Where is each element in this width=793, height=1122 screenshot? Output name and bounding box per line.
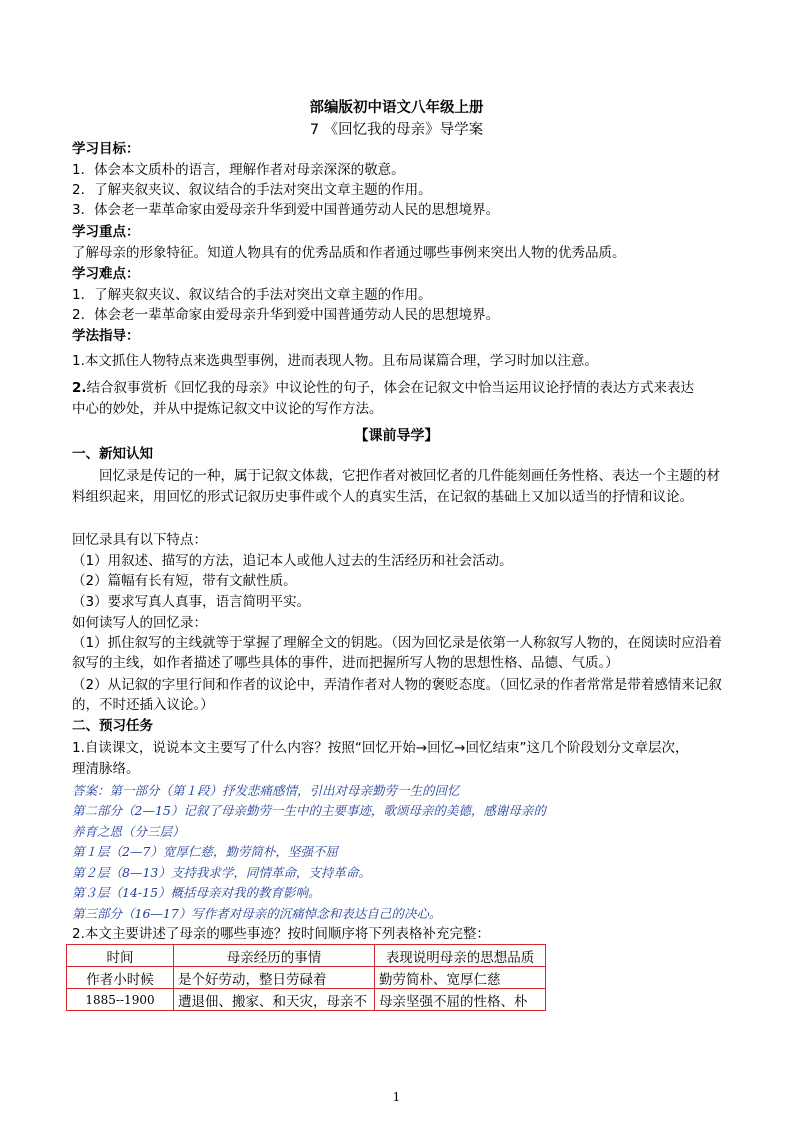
method-item-2-line-1: 2.结合叙事赏析《回忆我的母亲》中议论性的句子，体会在记叙文中恰当运用议论抒情的表达方式来表达 [72,380,695,396]
difficulty-heading: 学习难点： [72,266,140,282]
task1-line-2: 理清脉络。 [72,761,140,777]
answer-line-7: 第三部分（16—17）写作者对母亲的沉痛悼念和表达自己的决心。 [72,906,442,921]
intro-paragraph: 回忆录是传记的一种，属于记叙文体裁，它把作者对被回忆者的几件能刻画任务性格、表达一个主题的材料组织起来，用回忆的形式记叙历史事件或个人的真实生活，在记叙的基础上又加以适当的抒情和议论。 [72,468,720,505]
document-subtitle: 7 《回忆我的母亲》导学案 [309,122,484,138]
table-cell: 母亲坚强不屈的性格、朴 [375,989,546,1011]
key-heading: 学习重点： [72,224,140,240]
table-header-row [67,945,546,967]
table-cell: 遭退佃、搬家、和天灾，母亲不 [174,989,375,1011]
table-cell: 作者小时候 [67,967,174,989]
answer-line-3: 养育之恩（分三层） [72,824,185,839]
table-row [67,989,546,1011]
table-cell: 勤劳简朴、宽厚仁慈 [375,967,546,989]
answer-line-2: 第二部分（2—15）记叙了母亲勤劳一生中的主要事迹，歌颂母亲的美德，感谢母亲的 [72,803,546,818]
method-item-2-number: 2. [72,380,87,396]
part1-heading: 一、新知认知 [72,446,153,462]
page-number: 1 [392,1090,401,1104]
table-header-cell: 表现说明母亲的思想品质 [375,945,546,967]
answer-line-5: 第２层（8—13）支持我求学，同情革命，支持革命。 [72,865,371,880]
table-header-cell: 母亲经历的事情 [174,945,375,967]
answer-line-6: 第３层（14-15）概括母亲对我的教育影响。 [72,885,321,900]
task2-text: 2.本文主要讲述了母亲的哪些事迹？按时间顺序将下列表格补充完整： [72,926,490,942]
method-item-1: 1.本文抓住人物特点来选典型事例，进而表现人物。且布局谋篇合理，学习时加以注意。 [72,353,598,369]
table-row [67,967,546,989]
difficulty-item-1: 1．了解夹叙夹议、叙议结合的手法对突出文章主题的作用。 [72,287,432,303]
table-header-cell: 时间 [67,945,174,967]
goal-item-3: 3．体会老一辈革命家由爱母亲升华到爱中国普通劳动人民的思想境界。 [72,202,500,218]
goal-item-1: 1．体会本文质朴的语言，理解作者对母亲深深的敬意。 [72,162,405,178]
method-item-2-line-2: 中心的妙处，并从中提炼记叙文中议论的写作方法。 [72,401,383,417]
goals-heading: 学习目标： [72,141,140,157]
feature-item-1: （1）用叙述、描写的方法，追记本人或他人过去的生活经历和社会活动。 [72,553,513,569]
howto-item-2: （2）从记叙的字里行间和作者的议论中，弄清作者对人物的褒贬态度。（回忆录的作者常常是带着感情来记叙的，不时还插入议论。） [72,677,722,713]
table-cell: 1885--1900 [67,989,174,1011]
howto-item-1: （1）抓住叙写的主线就等于掌握了理解全文的钥匙。（因为回忆录是依第一人称叙写人物的，在阅读时应沿着叙写的主线，如作者描述了哪些具体的事件，进而把握所写人物的思想性格、品德、气质。） [72,635,722,671]
method-heading: 学法指导： [72,328,140,344]
table-cell: 是个好劳动，整日劳碌着 [174,967,375,989]
feature-item-2: （2）篇幅有长有短，带有文献性质。 [72,573,297,589]
part2-heading: 二、预习任务 [72,718,153,734]
document-title: 部编版初中语文八年级上册 [309,100,484,116]
answer-line-1: 答案：第一部分（第１段）抒发悲痛感情，引出对母亲勤劳一生的回忆 [72,783,460,798]
events-table [66,944,546,1011]
feature-item-3: （3）要求写真人真事，语言简明平实。 [72,594,311,610]
difficulty-item-2: 2．体会老一辈革命家由爱母亲升华到爱中国普通劳动人民的思想境界。 [72,307,500,323]
howto-intro: 如何读写人的回忆录： [72,615,207,631]
key-text: 了解母亲的形象特征。知道人物具有的优秀品质和作者通过哪些事例来突出人物的优秀品质。 [72,245,626,261]
features-intro: 回忆录具有以下特点： [72,532,207,548]
answer-line-4: 第１层（2—7）宽厚仁慈，勤劳简朴，坚强不屈 [72,844,338,859]
task1-line-1: 1.自读课文，说说本文主要写了什么内容？按照“回忆开始→回忆→回忆结束”这几个阶段划分文章层次， [72,740,689,756]
goal-item-2: 2．了解夹叙夹议、叙议结合的手法对突出文章主题的作用。 [72,182,432,198]
section-title: 【课前导学】 [354,428,439,444]
